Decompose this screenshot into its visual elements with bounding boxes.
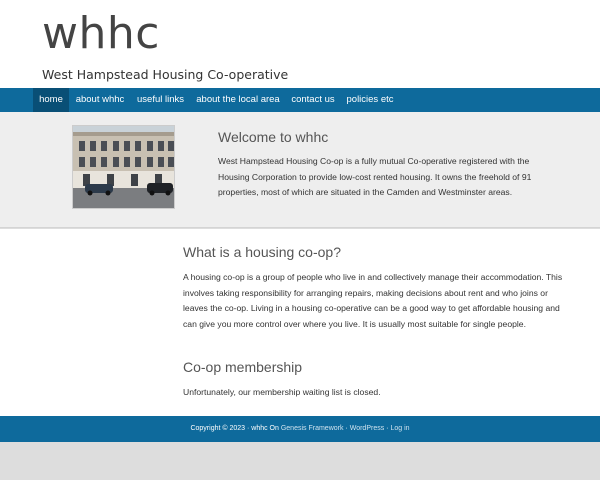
welcome-title: Welcome to whhc	[218, 129, 329, 145]
nav-item-about-whhc[interactable]: about whhc	[75, 94, 125, 105]
main-nav	[0, 88, 600, 112]
site-title[interactable]: whhc	[42, 8, 160, 59]
footer-on: On	[267, 425, 281, 432]
site-header	[0, 0, 600, 88]
what-is-coop-heading: What is a housing co-op?	[183, 244, 341, 260]
nav-item-local-area[interactable]: about the local area	[196, 94, 280, 105]
main-content	[0, 229, 600, 416]
nav-item-home[interactable]: home	[33, 88, 69, 112]
nav-item-policies[interactable]: policies etc	[346, 94, 394, 105]
footer-sep-1: ·	[343, 425, 350, 432]
site-description: West Hampstead Housing Co-operative	[42, 67, 289, 82]
membership-heading: Co-op membership	[183, 359, 303, 375]
footer-sep-2: ·	[384, 425, 391, 432]
footer-login-link[interactable]: Log in	[390, 425, 410, 432]
street-photo-icon	[72, 125, 175, 209]
nav-item-contact-us[interactable]: contact us	[291, 94, 335, 105]
welcome-section	[0, 112, 600, 228]
what-is-coop-text: A housing co-op is a group of people who live in and collectively manage their accommodation. This involves taking responsibility for arranging repairs, making decisions about rent and who joins or leaves the co-op. Living in a housing co-operative can be a good way to get affordable housing and can give you more control over where you live. It is usually most suitable for single people.	[183, 272, 563, 329]
nav-item-useful-links[interactable]: useful links	[137, 94, 184, 105]
page-bottom-area	[0, 442, 600, 480]
site-footer	[0, 416, 600, 442]
membership-text: Unfortunately, our membership waiting list is closed.	[183, 387, 381, 397]
footer-copyright: Copyright © 2023 · whhc	[190, 425, 268, 432]
footer-wordpress-link[interactable]: WordPress	[349, 425, 385, 432]
footer-genesis-link[interactable]: Genesis Framework	[280, 425, 344, 432]
welcome-text: West Hampstead Housing Co-op is a fully mutual Co-operative registered with the Housing Corporation to provide low-cost rented housing. It owns the freehold of 91 properties, most of which are situated in the Camden and Westminster areas.	[218, 156, 532, 197]
